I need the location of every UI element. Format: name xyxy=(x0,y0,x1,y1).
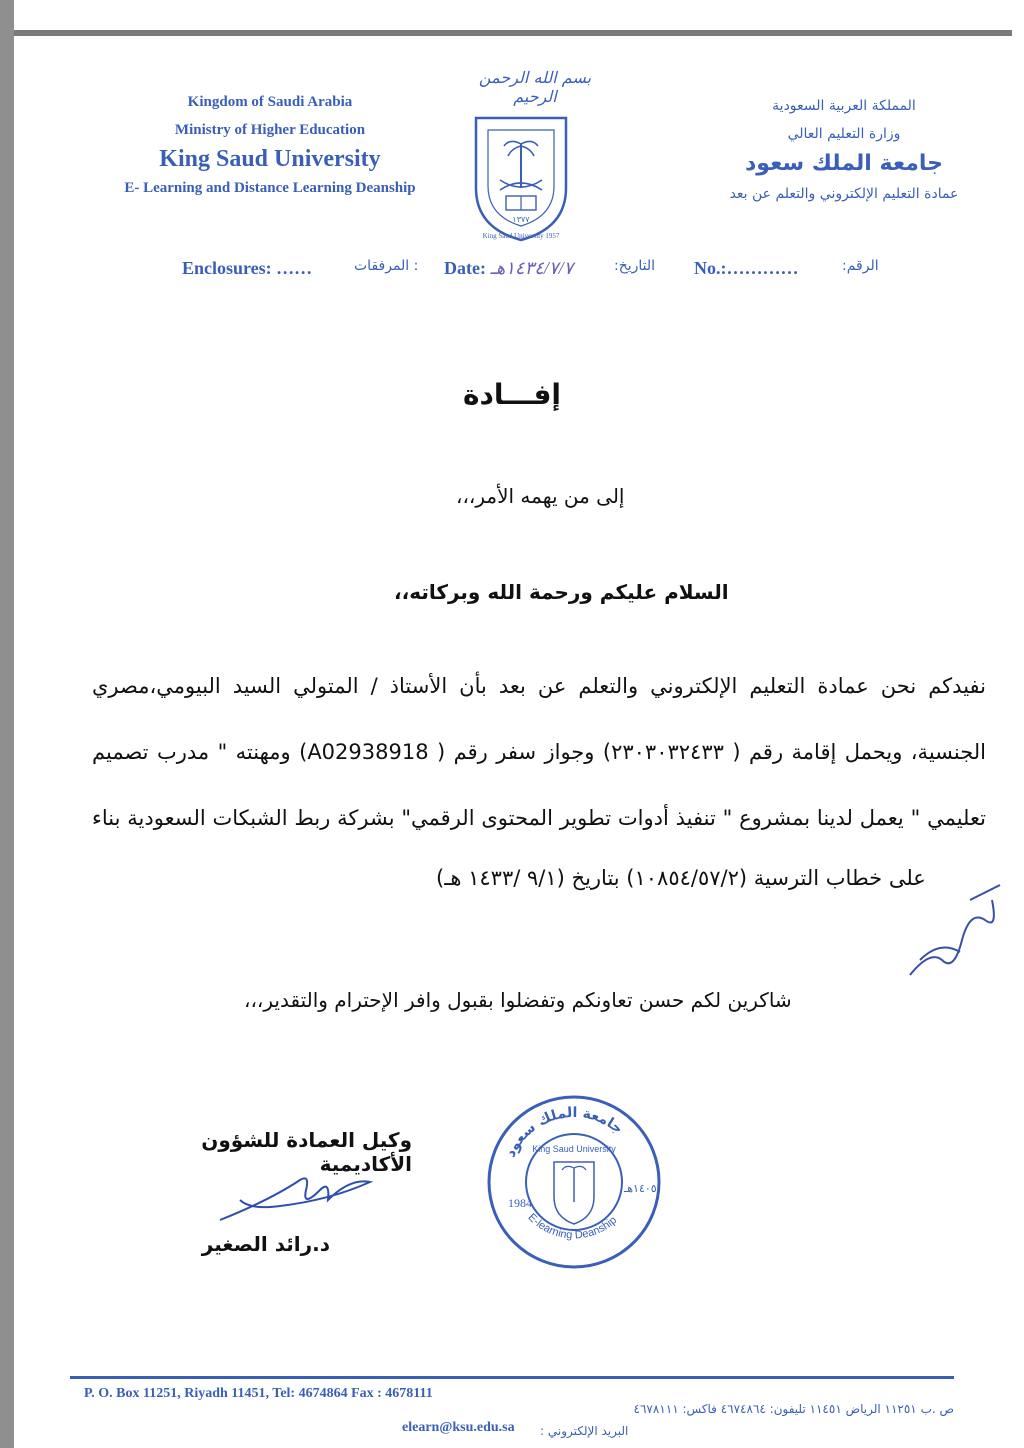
body-line-3: تعليمي " يعمل لدينا بمشروع " تنفيذ أدوات تطوير المحتوى الرقمي" بشركة ربط الشبكات السعودية بناء xyxy=(92,806,986,830)
stamp-year-right: ١٤٠٥هـ xyxy=(624,1182,657,1195)
stamp-year-left: 1984 xyxy=(508,1196,532,1210)
header-deanship-ar: عمادة التعليم الإلكتروني والتعلم عن بعد xyxy=(729,186,959,202)
footer-address-ar: ص .ب ١١٢٥١ الرياض ١١٤٥١ تليفون: ٤٦٧٤٨٦٤ فاكس: ٤٦٧٨١١١ xyxy=(633,1402,954,1416)
stamp-bottom: E-learning Deanship xyxy=(525,1211,620,1242)
university-crest-icon xyxy=(466,108,576,243)
date-label: Date: xyxy=(444,258,486,278)
signatory-name: د.رائد الصغير xyxy=(201,1232,330,1256)
header-arabic xyxy=(714,92,974,208)
basmala: بسم الله الرحمن الرحيم xyxy=(478,68,592,106)
signature-icon xyxy=(210,1160,380,1230)
header-ministry: Ministry of Higher Education xyxy=(174,122,366,138)
number-label: No.:………… xyxy=(694,258,799,278)
crest-caption: King Saud University 1957 xyxy=(482,232,560,240)
footer-email-label-ar: البريد الإلكتروني : xyxy=(540,1424,629,1438)
signatory-title: وكيل العمادة للشؤون الأكاديمية xyxy=(201,1128,412,1176)
header-ministry-ar: وزارة التعليم العالي xyxy=(787,126,901,142)
handwritten-initials-icon xyxy=(900,880,1010,990)
salutation: السلام عليكم ورحمة الله وبركاته،، xyxy=(394,580,729,604)
stamp-ring-ar: جامعة الملك سعود xyxy=(502,1104,626,1160)
number-label-ar: الرقم: xyxy=(842,258,879,274)
header-kingdom-ar: المملكة العربية السعودية xyxy=(772,98,916,114)
footer-rule xyxy=(70,1376,954,1379)
greeting-to: إلى من يهمه الأمر،،، xyxy=(456,484,625,508)
footer-email[interactable]: elearn@ksu.edu.sa xyxy=(402,1420,515,1435)
header-university: King Saud University xyxy=(159,146,381,172)
date-field xyxy=(444,258,573,279)
body-line-4: على خطاب الترسية (١٠٨٥٤/٥٧/٢) بتاريخ (٩/١ /١٤٣٣ هـ) xyxy=(436,866,926,890)
enclosures-label: Enclosures: …… xyxy=(182,258,313,278)
closing: شاكرين لكم حسن تعاونكم وتفضلوا بقبول وافر الإحترام والتقدير،،، xyxy=(244,988,792,1012)
stamp-ring-en: King Saud University xyxy=(532,1144,616,1154)
official-stamp-icon xyxy=(484,1092,664,1272)
header-kingdom: Kingdom of Saudi Arabia xyxy=(187,94,353,110)
scan-edge-left xyxy=(0,0,14,1448)
date-label-ar: التاريخ: xyxy=(614,258,656,274)
header-english xyxy=(100,88,440,202)
crest-year: ١٣٧٧ xyxy=(512,215,530,224)
footer-address-en: P. O. Box 11251, Riyadh 11451, Tel: 4674864 Fax : 4678111 xyxy=(84,1386,433,1401)
body-line-2: الجنسية، ويحمل إقامة رقم ( ٢٣٠٣٠٣٢٤٣٣) وجواز سفر رقم ( A02938918) ومهنته " مدرب تصميم xyxy=(92,740,987,764)
header-deanship: E- Learning and Distance Learning Deanship xyxy=(124,180,416,196)
body-line-1: نفيدكم نحن عمادة التعليم الإلكتروني والتعلم عن بعد بأن الأستاذ / المتولي السيد البيومي،مصري xyxy=(92,674,986,698)
letter-title: إفـــادة xyxy=(462,378,562,411)
enclosures-label-ar: : المرفقات xyxy=(354,258,419,274)
header-university-ar: جامعة الملك سعود xyxy=(745,151,943,176)
date-value: ١٤٣٤/٧/٧هـ xyxy=(490,258,574,278)
